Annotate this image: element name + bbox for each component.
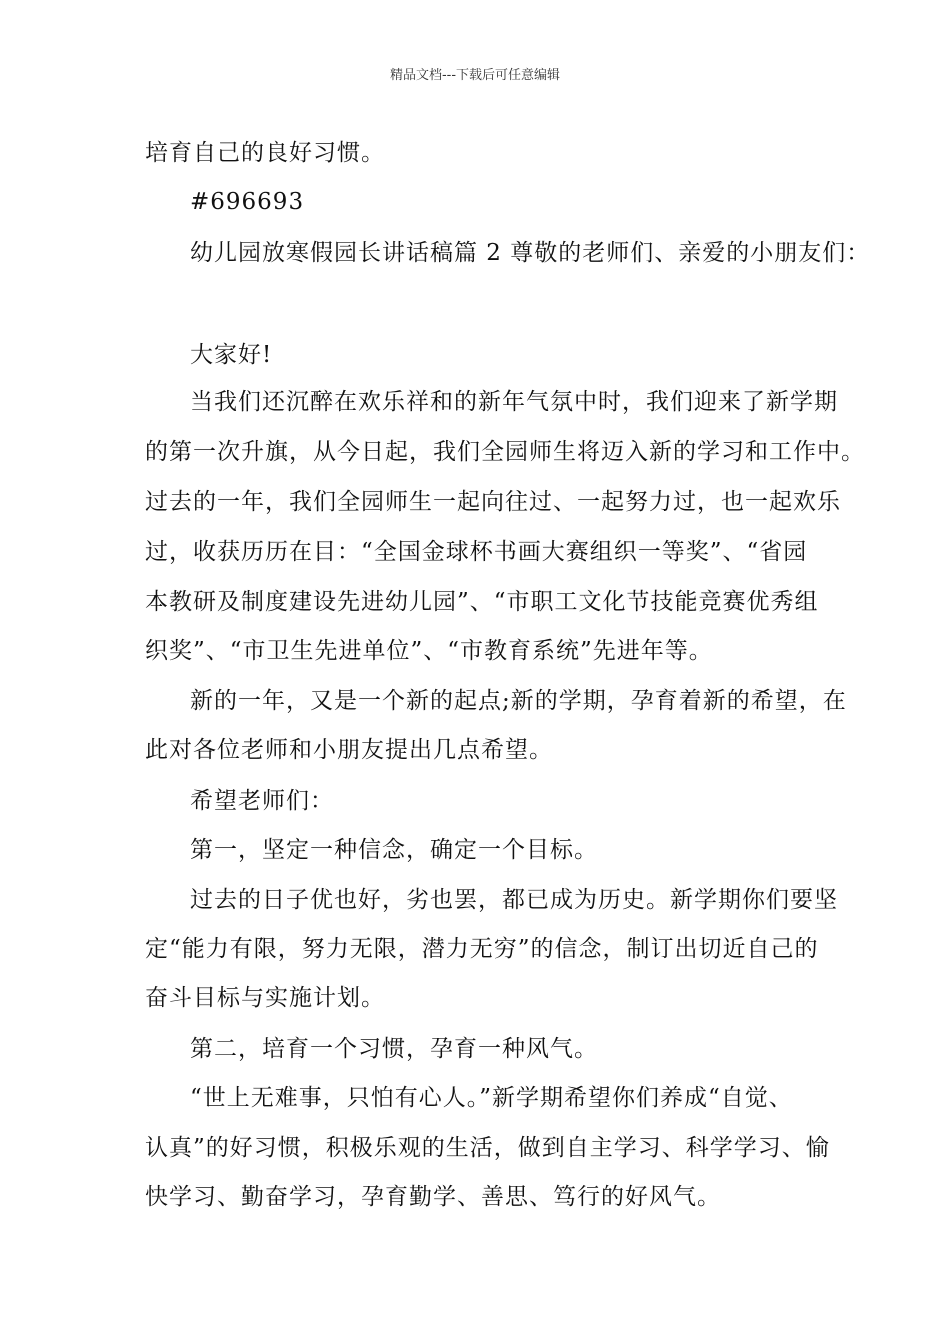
body-line: 定“能力有限，努力无限，潜力无穷”的信念，制订出切近自己的 [145,936,819,962]
body-line: 新的一年，又是一个新的起点;新的学期，孕育着新的希望，在 [190,688,847,714]
body-line: 第二，培育一个习惯，孕育一种风气。 [190,1036,598,1062]
body-line: 的第一次升旗，从今日起，我们全园师生将迈入新的学习和工作中。 [145,439,865,465]
body-line: 希望老师们： [190,788,334,814]
body-line: 当我们还沉醉在欢乐祥和的新年气氛中时，我们迎来了新学期 [190,389,838,415]
body-line: 培育自己的良好习惯。 [145,140,385,166]
page-header: 精品文档---下载后可任意编辑 [389,68,561,83]
section-title: 幼儿园放寒假园长讲话稿篇 2 尊敬的老师们、亲爱的小朋友们： [190,240,871,266]
body-line: 奋斗目标与实施计划。 [145,985,385,1011]
body-line: 本教研及制度建设先进幼儿园”、“市职工文化节技能竞赛优秀组 [145,589,819,615]
body-line: 过去的日子优也好，劣也罢，都已成为历史。新学期你们要坚 [190,887,838,913]
body-line: 过，收获历历在目：“全国金球杯书画大赛组织一等奖”、“省园 [145,539,808,565]
body-line: 认真”的好习惯，积极乐观的生活，做到自主学习、科学学习、愉 [145,1135,830,1161]
body-line: 过去的一年，我们全园师生一起向往过、一起努力过，也一起欢乐 [145,489,841,515]
body-line: 织奖”、“市卫生先进单位”、“市教育系统”先进年等。 [145,638,713,664]
body-line: 第一，坚定一种信念，确定一个目标。 [190,837,598,863]
body-line: “世上无难事，只怕有心人。”新学期希望你们养成“自觉、 [190,1085,793,1111]
greeting: 大家好! [190,342,273,368]
body-line: 快学习、勤奋学习，孕育勤学、善思、笃行的好风气。 [145,1184,721,1210]
body-line: 此对各位老师和小朋友提出几点希望。 [145,737,553,763]
body-line: #696693 [190,189,305,215]
